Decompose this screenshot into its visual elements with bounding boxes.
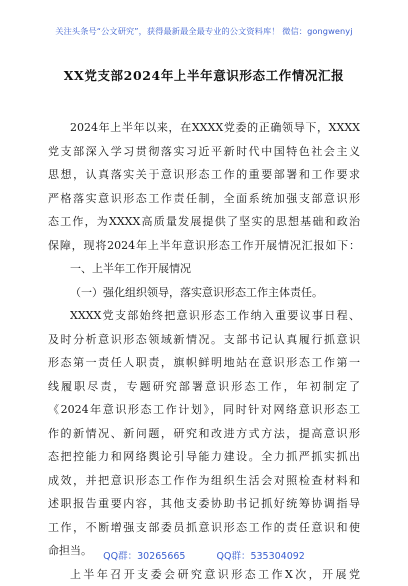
document-title: XX党支部2024年上半年意识形态工作情况汇报 xyxy=(0,66,408,84)
body-line: 党支部深入学习贯彻落实习近平新时代中国特色社会主义 xyxy=(48,140,360,164)
body-line: 态把控能力和网络舆论引导能力建设。全力抓严抓实抓出 xyxy=(48,445,360,469)
body-line: 及时分析意识形态领域新情况。支部书记认真履行抓意识 xyxy=(48,328,360,352)
header-promo-note: 关注头条号“公文研究”，获得最新最全最专业的公文资料库！ 微信：gongwenyj xyxy=(0,26,408,37)
body-line: 严格落实意识形态工作责任制，全面系统加强支部意识形 xyxy=(48,187,360,211)
body-line: 形态第一责任人职责，旗帜鲜明地站在意识形态工作第一 xyxy=(48,351,360,375)
body-line: 线履职尽责，专题研究部署意识形态工作，年初制定了 xyxy=(48,375,360,399)
section-heading: 一、上半年工作开展情况 xyxy=(48,257,360,281)
body-line: 保障，现将2024年上半年意识形态工作开展情况汇报如下： xyxy=(48,234,360,258)
body-line: 命担当。 xyxy=(48,539,360,563)
document-body xyxy=(48,116,360,586)
body-line: XXXX党支部始终把意识形态工作纳入重要议事日程、 xyxy=(48,304,360,328)
body-line: 成效，并把意识形态工作作为组织生活会对照检查材料和 xyxy=(48,469,360,493)
body-line: 思想，认真落实关于意识形态工作的重要部署和工作要求 xyxy=(48,163,360,187)
body-line: 2024年上半年以来，在XXXX党委的正确领导下，XXXX xyxy=(48,116,360,140)
footer-qq-group-1: QQ群：30265665 xyxy=(103,551,185,562)
body-line: 述职报告重要内容，其他支委协助书记抓好统筹协调指导 xyxy=(48,492,360,516)
subsection-heading: （一）强化组织领导，落实意识形态工作主体责任。 xyxy=(48,281,360,305)
footer-contacts xyxy=(0,548,408,562)
body-line: 工作，不断增强支部委员抓意识形态工作的责任意识和使 xyxy=(48,516,360,540)
body-line: 上半年召开支委会研究意识形态工作X次，开展党 xyxy=(48,563,360,586)
footer-qq-group-2: QQ群：535304092 xyxy=(216,551,304,562)
body-line: 《2024年意识形态工作计划》，同时针对网络意识形态工 xyxy=(48,398,360,422)
body-line: 态工作，为XXXX高质量发展提供了坚实的思想基础和政治 xyxy=(48,210,360,234)
body-line: 作的新情况、新问题，研究和改进方式方法，提高意识形 xyxy=(48,422,360,446)
